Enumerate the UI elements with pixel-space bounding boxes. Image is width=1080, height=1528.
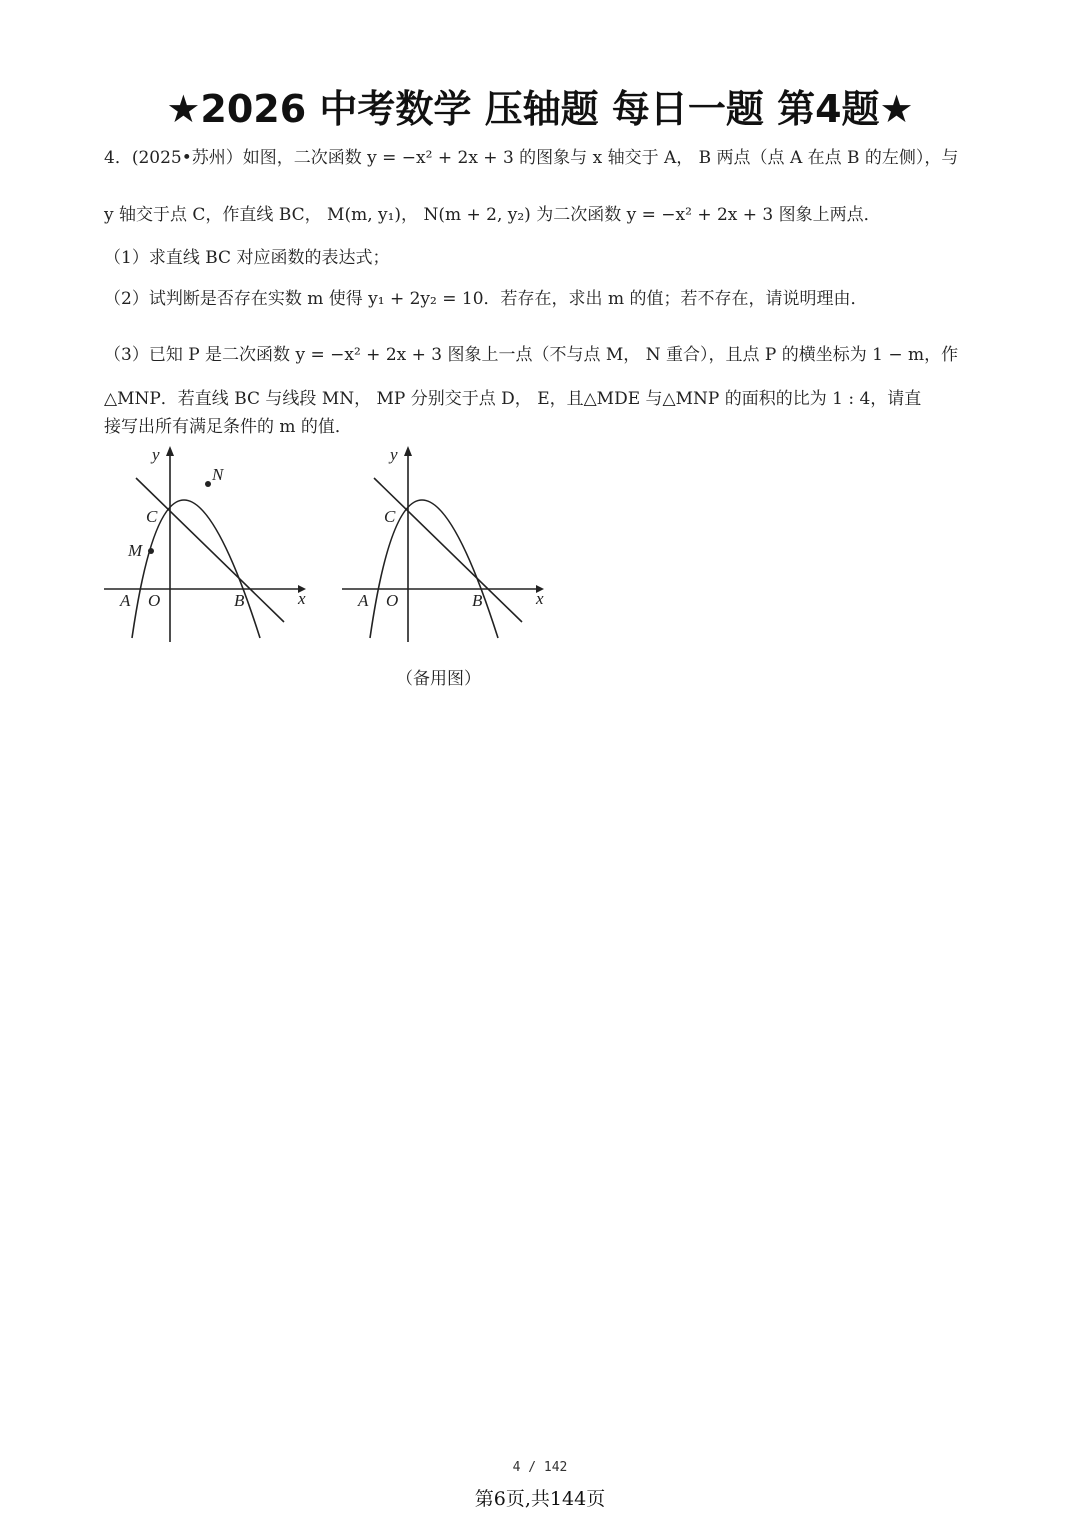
problem-intro-line-2: y 轴交于点 C，作直线 BC， M(m, y₁)， N(m + 2, y₂) 为二次函数 y = −x² + 2x + 3 图象上两点． (104, 205, 881, 225)
page-title: ★2026 中考数学 压轴题 每日一题 第4题★ (166, 87, 914, 131)
label-x: x (298, 589, 306, 608)
page-number: 4 / 142 (512, 1460, 568, 1475)
problem-part-3-line-2: △MNP．若直线 BC 与线段 MN， MP 分别交于点 D， E，且△MDE 与△MNP 的面积的比为 1 : 4，请直 (104, 389, 922, 409)
figure-2 (338, 442, 548, 647)
label-y: y (152, 445, 160, 464)
label-b: B (472, 591, 483, 610)
label-b: B (234, 591, 245, 610)
label-a: A (120, 591, 131, 610)
problem-intro-line-1: 4．(2025•苏州）如图，二次函数 y = −x² + 2x + 3 的图象与 x 轴交于 A， B 两点（点 A 在点 B 的左侧），与 (104, 148, 959, 168)
y-axis-arrow (404, 446, 412, 456)
point-n-dot (205, 481, 211, 487)
problem-part-3-line-3: 接写出所有满足条件的 m 的值． (104, 417, 352, 437)
label-o: O (148, 591, 161, 610)
label-x: x (536, 589, 544, 608)
label-c: C (384, 507, 396, 526)
y-axis-arrow (166, 446, 174, 456)
label-a: A (358, 591, 369, 610)
label-o: O (386, 591, 399, 610)
problem-part-2: （2）试判断是否存在实数 m 使得 y₁ + 2y₂ = 10．若存在，求出 m 的值；若不存在，请说明理由． (104, 289, 868, 309)
label-m: M (128, 541, 143, 560)
page-info: 第6页,共144页 (474, 1488, 606, 1510)
label-y: y (390, 445, 398, 464)
figure-1 (100, 442, 310, 647)
label-c: C (146, 507, 158, 526)
problem-part-1: （1）求直线 BC 对应函数的表达式； (104, 248, 390, 268)
point-m-dot (148, 548, 154, 554)
label-n: N (212, 465, 224, 484)
figure-caption: （备用图） (396, 669, 481, 689)
problem-part-3-line-1: （3）已知 P 是二次函数 y = −x² + 2x + 3 图象上一点（不与点 M， N 重合），且点 P 的横坐标为 1 − m，作 (104, 345, 959, 365)
